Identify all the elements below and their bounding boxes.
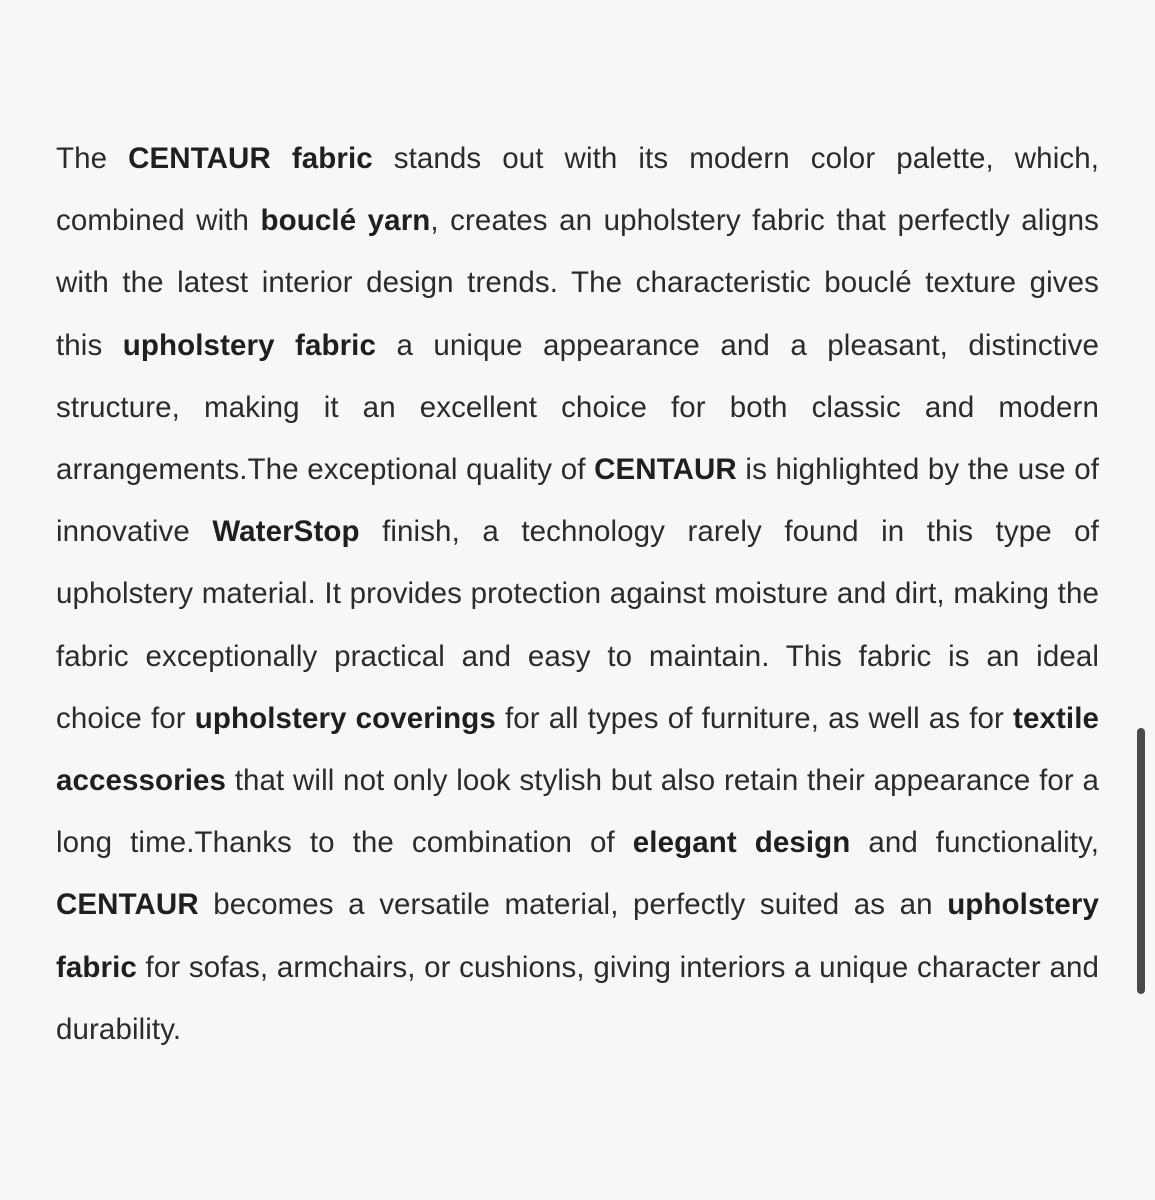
text-segment: , creates an upholstery fabric that perfectly aligns with the latest interior design trends. The characteristic bouclé texture gives this [56,204,1099,362]
bold-phrase-boucle-yarn: bouclé yarn [260,204,431,238]
text-segment: for all types of furniture, as well as for [495,701,1014,735]
text-segment: is highlighted by the use of innovative [56,453,1099,549]
bold-phrase-upholstery-fabric: upholstery fabric [122,328,376,362]
product-description [56,128,1099,1061]
bold-phrase-elegant-design: elegant design [632,826,851,860]
bold-phrase-centaur: CENTAUR [594,453,737,487]
text-segment: becomes a versatile material, perfectly suited as an [198,888,948,922]
text-segment: that will not only look stylish but also retain their appearance for a long time.Thanks to the combination of [56,764,1099,860]
text-segment: finish, a technology rarely found in this type of upholstery material. It provides protection against moisture and dirt, making the fabric exceptionally practical and easy to maintain. This fabric is an ideal choice for [56,515,1099,735]
bold-phrase-centaur-fabric: CENTAUR fabric [128,142,373,175]
text-segment: a unique appearance and a pleasant, distinctive structure, making it an excellent choice for both classic and modern arrangements.The exceptional quality of [56,328,1100,487]
bold-phrase-upholstery-fabric: upholstery fabric [56,888,1099,984]
text-segment: stands out with its modern color palette, which, combined with [56,142,1099,238]
bold-phrase-upholstery-coverings: upholstery coverings [194,701,496,735]
bold-phrase-waterstop: WaterStop [212,515,360,549]
bold-phrase-centaur: CENTAUR [56,888,199,922]
text-segment: The [56,142,129,175]
text-segment: for sofas, armchairs, or cushions, giving interiors a unique character and durability. [56,950,1099,1046]
scrollbar-thumb[interactable] [1137,728,1145,994]
bold-phrase-textile-accessories: textile accessories [56,701,1099,798]
text-segment: and functionality, [850,826,1099,860]
